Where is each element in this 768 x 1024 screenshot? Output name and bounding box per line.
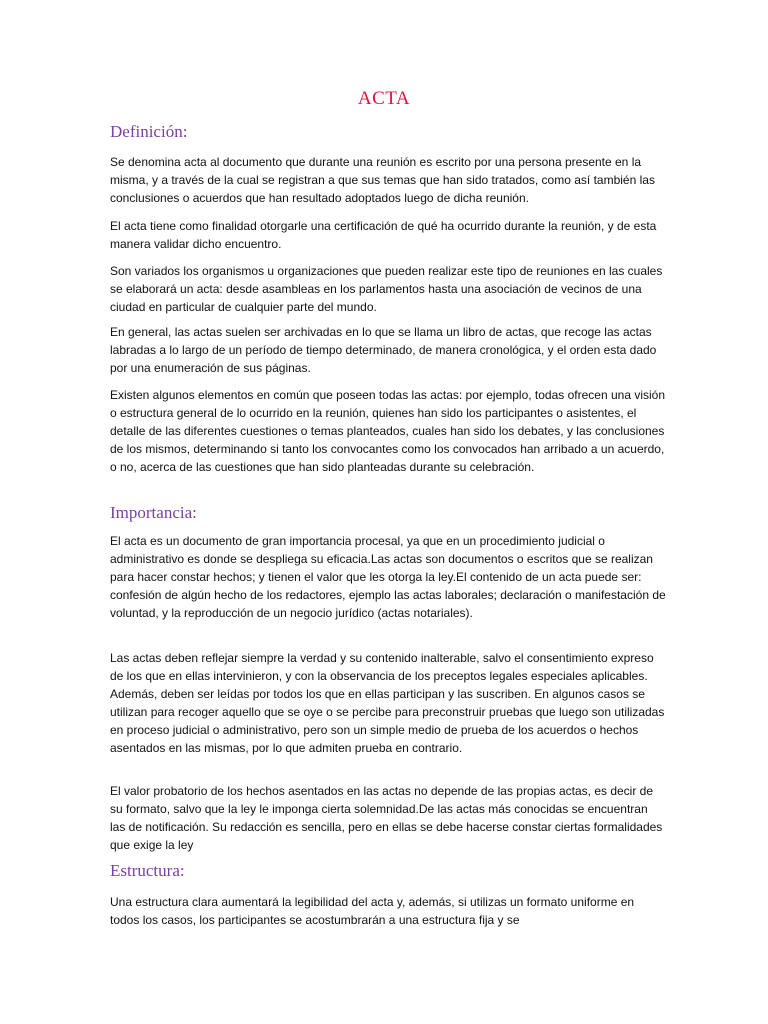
paragraph: En general, las actas suelen ser archivadas en lo que se llama un libro de actas, que recoge las actas labradas a lo largo de un período de tiempo determinado, de manera cronológica, y el orden esta dado por una enumeración de sus páginas. <box>110 325 657 375</box>
section-heading-estructura: Estructura: <box>110 861 185 880</box>
paragraph: Una estructura clara aumentará la legibilidad del acta y, además, si utilizas un formato uniforme en todos los casos, los participantes se acostumbrarán a una estructura fija y se <box>110 895 635 927</box>
paragraph: Las actas deben reflejar siempre la verdad y su contenido inalterable, salvo el consentimiento expreso de los que en ellas intervinieron, y con la observancia de los preceptos legales especiales aplicables. Además, deben ser leídas por todos los que en ellas participan y las suscriben. En algunos casos se utilizan para recoger aquello que se oye o se percibe para preconstruir pruebas que luego son utilizadas en proceso judicial o administrativo, pero son un simple medio de prueba de los acuerdos o hechos asentados en las mismas, por lo que admiten prueba en contrario. <box>110 651 665 755</box>
paragraph: El acta es un documento de gran importancia procesal, ya que en un procedimiento judicial o administrativo es donde se despliega su eficacia.Las actas son documentos o escritos que se realizan para hacer constar hechos; y tienen el valor que les otorga la ley.El contenido de un acta puede ser: confesión de algún hecho de los redactores, ejemplo las actas laborales; declaración o manifestación de voluntad, y la reproducción de un negocio jurídico (actas notariales). <box>110 534 666 620</box>
document-title: ACTA <box>357 88 411 109</box>
section-heading-importancia: Importancia: <box>110 503 197 522</box>
paragraph: Existen algunos elementos en común que poseen todas las actas: por ejemplo, todas ofrecen una visión o estructura general de lo ocurrido en la reunión, quienes han sido los participantes o asistentes, el detalle de las diferentes cuestiones o temas planteados, cuales han sido los debates, y las conclusiones de los mismos, determinando si tanto los convocantes como los convocados han arribado a un acuerdo, o no, acerca de las cuestiones que han sido planteadas durante su celebración. <box>110 388 666 474</box>
paragraph: El acta tiene como finalidad otorgarle una certificación de qué ha ocurrido durante la reunión, y de esta manera validar dicho encuentro. <box>110 219 657 251</box>
paragraph: Son variados los organismos u organizaciones que pueden realizar este tipo de reuniones en las cuales se elaborará un acta: desde asambleas en los parlamentos hasta una asociación de vecinos de una ciudad en particular de cualquier parte del mundo. <box>110 264 663 314</box>
section-heading-definicion: Definición: <box>110 122 188 141</box>
paragraph: Se denomina acta al documento que durante una reunión es escrito por una persona presente en la misma, y a través de la cual se registran a que sus temas que han sido tratados, como así también las conclusiones o acuerdos que han resultado adoptados luego de dicha reunión. <box>110 155 655 205</box>
paragraph: El valor probatorio de los hechos asentados en las actas no depende de las propias actas, es decir de su formato, salvo que la ley le imponga cierta solemnidad.De las actas más conocidas se encuentran las de notificación. Su redacción es sencilla, pero en ellas se debe hacerse constar ciertas formalidades que exige la ley <box>110 784 663 852</box>
